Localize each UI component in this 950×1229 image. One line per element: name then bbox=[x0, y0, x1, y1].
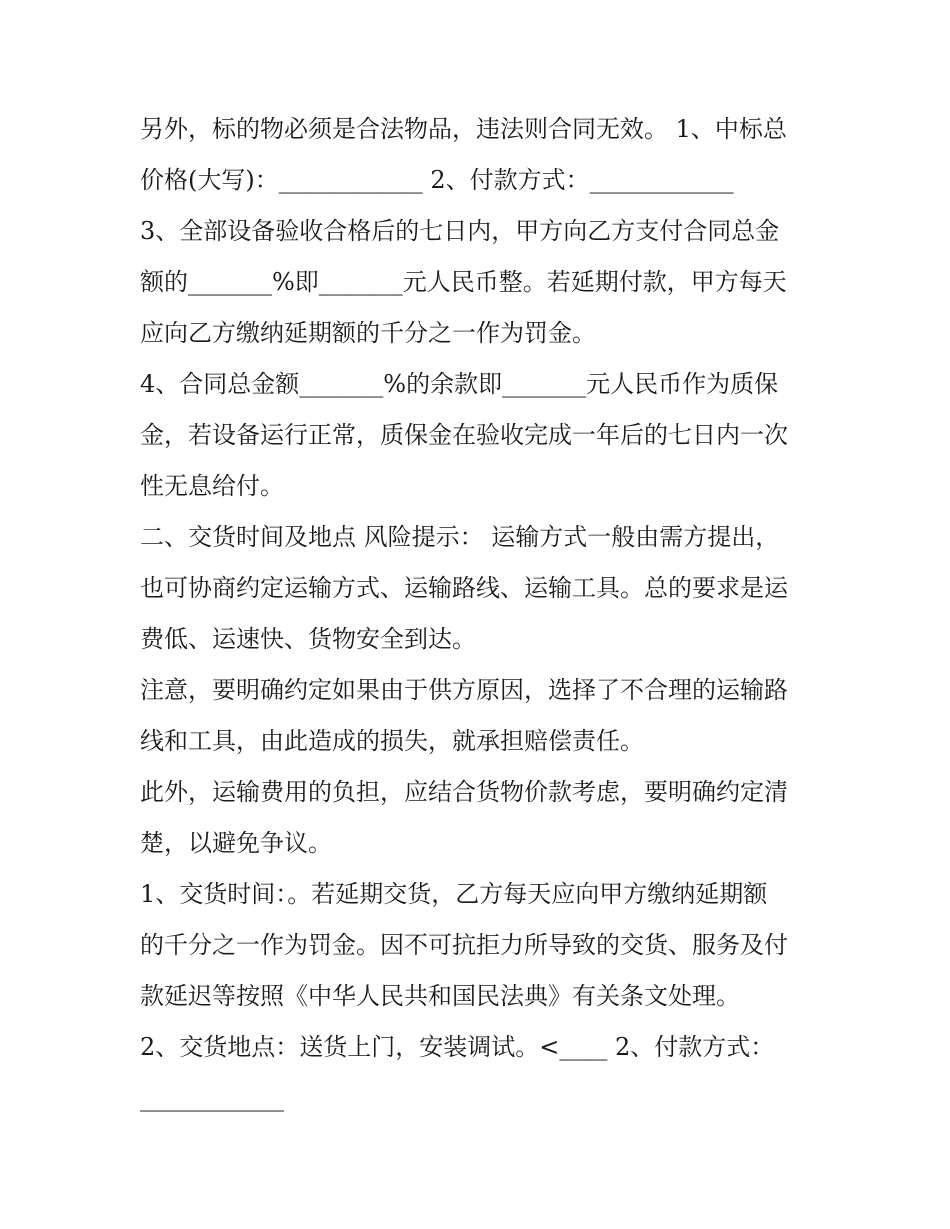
text-line: 性无息给付。 bbox=[140, 472, 284, 500]
text-line: 线和工具，由此造成的损失，就承担赔偿责任。 bbox=[140, 727, 644, 755]
text-line: 也可协商约定运输方式、运输路线、运输工具。总的要求是运 bbox=[140, 574, 788, 602]
text-line: 楚，以避免争议。 bbox=[140, 829, 332, 857]
text-line: 的千分之一作为罚金。因不可抗拒力所导致的交货、服务及付 bbox=[140, 931, 788, 959]
text-line: 1、交货时间：。若延期交货，乙方每天应向甲方缴纳延期额 bbox=[140, 880, 768, 908]
text-line: 注意，要明确约定如果由于供方原因，选择了不合理的运输路 bbox=[140, 676, 788, 704]
text-line: 二、交货时间及地点 风险提示： 运输方式一般由需方提出， bbox=[140, 523, 780, 551]
text-line: 金，若设备运行正常，质保金在验收完成一年后的七日内一次 bbox=[140, 421, 788, 449]
text-line: 2、交货地点：送货上门，安装调试。<____ 2、付款方式： bbox=[140, 1033, 775, 1061]
contract-page bbox=[140, 104, 830, 1124]
text-line: 价格(大写)：____________ 2、付款方式：____________ bbox=[140, 166, 734, 194]
text-line: 应向乙方缴纳延期额的千分之一作为罚金。 bbox=[140, 319, 596, 347]
text-line: 此外，运输费用的负担，应结合货物价款考虑，要明确约定清 bbox=[140, 778, 788, 806]
text-line: ____________ bbox=[140, 1084, 284, 1112]
text-line: 费低、运速快、货物安全到达。 bbox=[140, 625, 476, 653]
text-line: 款延迟等按照《中华人民共和国民法典》有关条文处理。 bbox=[140, 982, 740, 1010]
text-line: 另外，标的物必须是合法物品，违法则合同无效。 1、中标总 bbox=[140, 115, 787, 143]
text-line: 3、全部设备验收合格后的七日内，甲方向乙方支付合同总金 bbox=[140, 217, 780, 245]
text-line: 额的_______%即_______元人民币整。若延期付款，甲方每天 bbox=[140, 268, 787, 296]
text-line: 4、合同总金额_______%的余款即_______元人民币作为质保 bbox=[140, 370, 779, 398]
